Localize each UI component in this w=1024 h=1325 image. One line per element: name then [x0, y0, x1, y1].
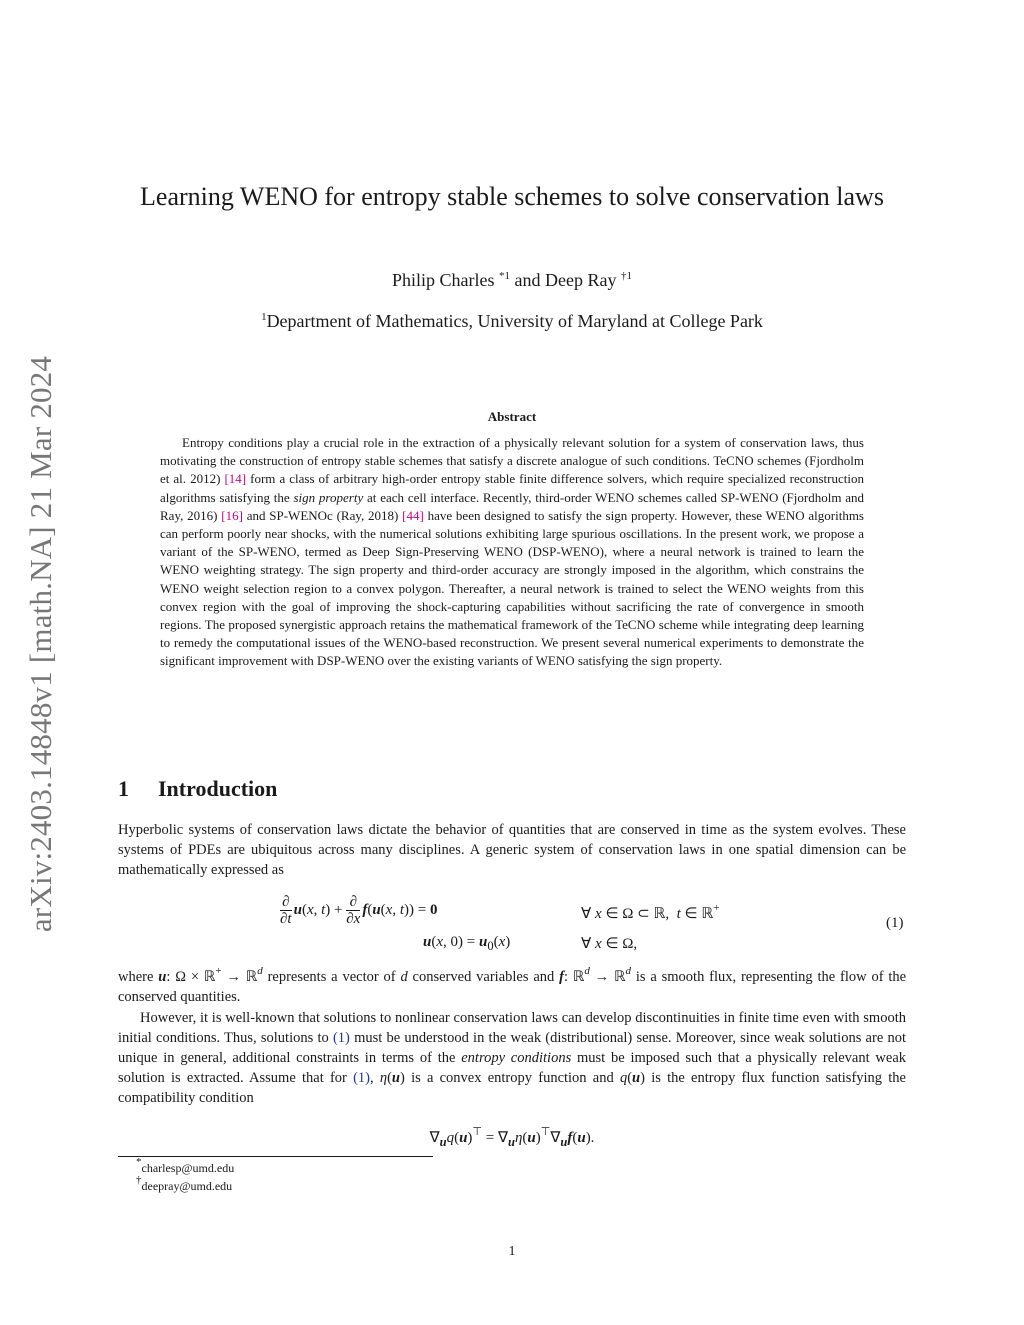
- author-line: [0, 270, 1024, 291]
- citation-link[interactable]: [44]: [402, 507, 424, 523]
- equation-1-pde: $\frac{\partial}{\partial t}$ u(x, t) + $\frac{\partial}{\partial x}$ f(u(x, t)) = 0: [280, 894, 438, 927]
- footnote-email[interactable]: charlesp@umd.edu: [141, 1161, 235, 1175]
- author-name: Deep Ray: [545, 270, 617, 290]
- section-heading: [118, 776, 277, 802]
- citation-link[interactable]: [16]: [221, 507, 243, 523]
- author-conjunction: and: [514, 270, 541, 290]
- footnote-2: †deepray@umd.edu: [136, 1174, 233, 1193]
- emphasis-text: sign property: [293, 489, 364, 505]
- footnote-divider: [118, 1156, 433, 1157]
- equation-1-domain-condition: ∀ x ∈ Ω ⊂ ℝ, t ∈ ℝ+: [581, 902, 720, 922]
- equation-1-initial-domain: ∀ x ∈ Ω,: [581, 936, 638, 952]
- intro-paragraph-2: where u: Ω × ℝ+ → ℝ$^d$ represents a vector of d conserved variables and f: ℝ$^d$ → ℝ$^d$ is a smooth flux, representing the flow of the conserved quantities.: [118, 965, 907, 1005]
- equation-1: [280, 890, 900, 960]
- citation-link[interactable]: [14]: [224, 471, 247, 487]
- author-affiliation-mark: †1: [620, 270, 632, 282]
- page-number: 1: [508, 1244, 516, 1259]
- abstract-body: Entropy conditions play a crucial role in the extraction of a physically relevant solution for a system of conservation laws, thus motivating the construction of entropy stable schemes that satisfy a discrete analogue of such conditions. TeCNO schemes (Fjordholm et al. 2012) [14] form a class of arbitrary high-order entropy stable finite difference solvers, which require specialized reconstruction algorithms satisfying the sign property at each cell interface. Recently, third-order WENO schemes called SP-WENO (Fjordholm and Ray, 2016) [16] and SP-WENOc (Ray, 2018) [44] have been designed to satisfy the sign property. However, these WENO algorithms can perform poorly near shocks, with the numerical solutions exhibiting large spurious oscillations. In the present work, we propose a variant of the SP-WENO, termed as Deep Sign-Preserving WENO (DSP-WENO), where a neural network is trained to learn the WENO weighting strategy. The sign property and third-order accuracy are strongly imposed in the algorithm, which constrains the WENO weight selection region to a convex polygon. Thereafter, a neural network is trained to select the WENO weights from this convex region with the goal of improving the shock-capturing capabilities without sacrificing the rate of convergence in smooth regions. The proposed synergistic approach retains the mathematical framework of the TeCNO scheme while integrating deep learning to remedy the computational issues of the WENO-based reconstruction. We present several numerical experiments to demonstrate the significant improvement with DSP-WENO over the existing variants of WENO satisfying the sign property.: [160, 435, 865, 669]
- abstract-heading: Abstract: [487, 409, 537, 424]
- equation-1-initial-condition: u(x, $0) = u_0(x)$: [423, 934, 511, 953]
- equation-ref-link[interactable]: (1): [353, 1070, 371, 1086]
- footnote-1: *charlesp@umd.edu: [136, 1156, 235, 1175]
- equation-number: (1): [886, 915, 904, 931]
- intro-paragraph-3: However, it is well-known that solutions to nonlinear conservation laws can develop discontinuities in finite time even with smooth initial conditions. Thus, solutions to (1) must be understood in the weak (distributional) sense. Moreover, since weak solutions are not unique in general, additional constraints in terms of the entropy conditions must be imposed such that a physically relevant weak solution is extracted. Assume that for (1), η(u) is a convex entropy function and q(u) is the entropy flux function satisfying the compatibility condition: [118, 1010, 907, 1106]
- author-affiliation-mark: *1: [499, 270, 510, 282]
- affiliation-text: Department of Mathematics, University of Maryland at College Park: [266, 311, 763, 331]
- compatibility-equation: $\nabla_uq(u)^⊤ = \nabla_u\eta(u)^⊤\nabla_uf(u)$.: [429, 1126, 595, 1149]
- equation-ref-link[interactable]: (1): [332, 1030, 350, 1046]
- affiliation: [0, 311, 1024, 332]
- footnote-email[interactable]: deepray@umd.edu: [141, 1179, 233, 1193]
- author-name: Philip Charles: [392, 270, 495, 290]
- affiliation-mark: 1: [261, 311, 267, 323]
- section-number: 1: [118, 776, 129, 801]
- arxiv-side-identifier: arXiv:2403.14848v1 [math.NA] 21 Mar 2024: [23, 355, 58, 933]
- paper-title: Learning WENO for entropy stable schemes to solve conservation laws: [140, 182, 884, 211]
- intro-paragraph-1: Hyperbolic systems of conservation laws dictate the behavior of quantities that are conserved in time as the system evolves. These systems of PDEs are ubiquitous across many disciplines. A generic system of conservation laws in one spatial dimension can be mathematically expressed as: [118, 822, 906, 878]
- section-title: Introduction: [158, 776, 278, 801]
